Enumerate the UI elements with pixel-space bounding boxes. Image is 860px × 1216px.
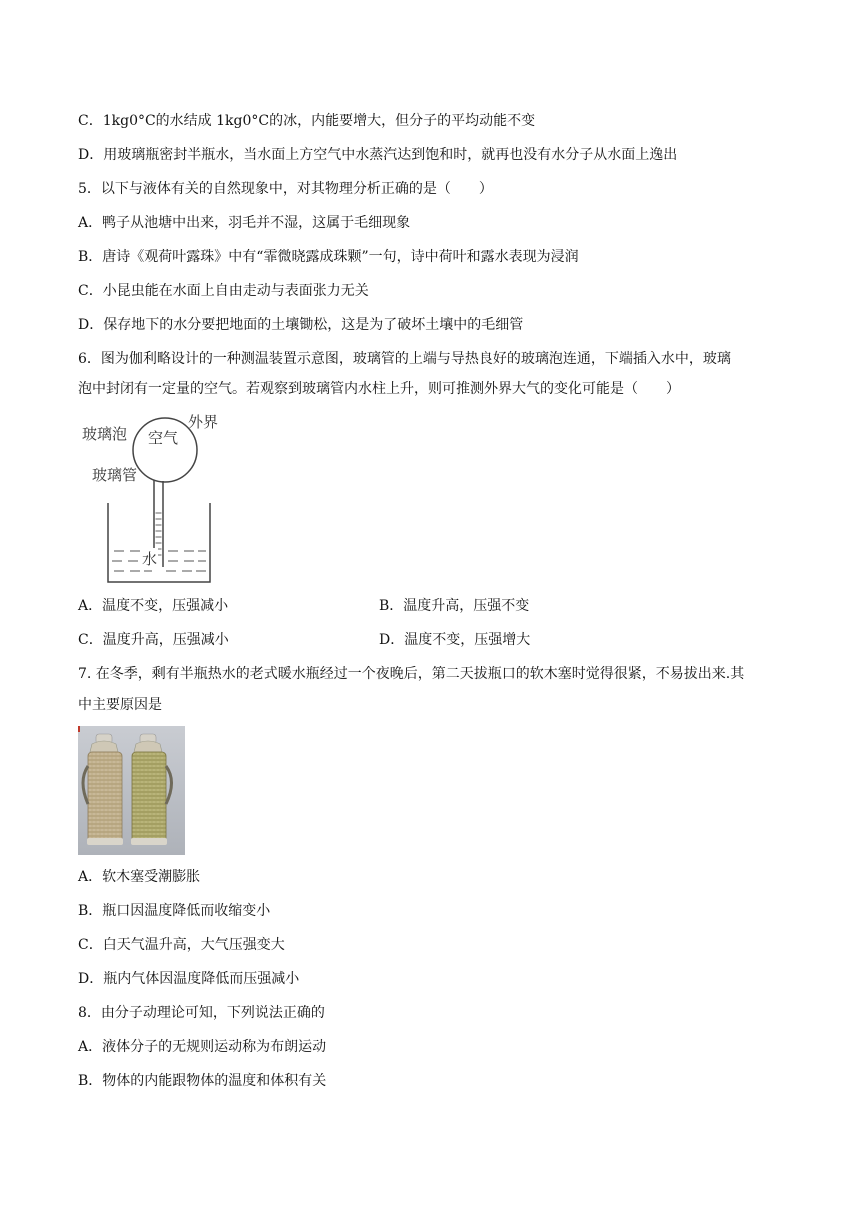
- q8-option-b: B．物体的内能跟物体的温度和体积有关: [78, 1073, 327, 1089]
- thermometer-figure: [78, 405, 238, 587]
- label-glass-bulb: 玻璃泡: [82, 425, 128, 443]
- q7-stem-line1: 7. 在冬季，剩有半瓶热水的老式暖水瓶经过一个夜晚后，第二天拔瓶口的软木塞时觉得很紧，不易拔出来.其: [78, 666, 745, 682]
- q8-option-a: A．液体分子的无规则运动称为布朗运动: [78, 1039, 327, 1055]
- q7-stem-line2: 中主要原因是: [78, 697, 162, 713]
- q6-option-b: B．温度升高，压强不变: [379, 598, 530, 614]
- q6-stem-line1: 6．图为伽利略设计的一种测温装置示意图，玻璃管的上端与导热良好的玻璃泡连通，下端插入水中，玻璃: [78, 351, 731, 367]
- label-water: 水: [142, 550, 158, 568]
- q7-option-c: C．白天气温升高，大气压强变大: [78, 937, 285, 953]
- water-surface: [112, 551, 206, 571]
- label-air: 空气: [148, 429, 179, 447]
- q5-stem: 5．以下与液体有关的自然现象中，对其物理分析正确的是（ ）: [78, 181, 493, 197]
- q6-option-c: C．温度升高，压强减小: [78, 632, 229, 648]
- q7-option-d: D．瓶内气体因温度降低而压强减小: [78, 971, 300, 987]
- q8-stem: 8．由分子动理论可知，下列说法正确的: [78, 1005, 325, 1021]
- q7-option-b: B．瓶口因温度降低而收缩变小: [78, 903, 271, 919]
- q5-option-c: C．小昆虫能在水面上自由走动与表面张力无关: [78, 283, 369, 299]
- label-outside: 外界: [188, 413, 219, 431]
- thermos-photo: [78, 726, 185, 855]
- q4-option-d: D．用玻璃瓶密封半瓶水，当水面上方空气中水蒸汽达到饱和时，就再也没有水分子从水面上逸出: [78, 147, 678, 163]
- q6-option-a: A．温度不变，压强减小: [78, 598, 229, 614]
- q5-option-b: B．唐诗《观荷叶露珠》中有“霏微晓露成珠颗”一句，诗中荷叶和露水表现为浸润: [78, 249, 579, 265]
- q5-option-a: A．鸭子从池塘中出来，羽毛并不湿，这属于毛细现象: [78, 215, 411, 231]
- q5-option-d: D．保存地下的水分要把地面的土壤锄松，这是为了破坏土壤中的毛细管: [78, 317, 524, 333]
- q4-option-c: C．1kg0°C的水结成 1kg0°C的冰，内能要增大，但分子的平均动能不变: [78, 113, 536, 129]
- q6-option-d: D．温度不变，压强增大: [379, 632, 531, 648]
- thermos-bottles-image: [78, 726, 185, 855]
- q6-stem-line2: 泡中封闭有一定量的空气。若观察到玻璃管内水柱上升，则可推测外界大气的变化可能是（ ）: [78, 381, 680, 397]
- q7-option-a: A．软木塞受潮膨胀: [78, 869, 201, 885]
- label-glass-tube: 玻璃管: [92, 466, 138, 484]
